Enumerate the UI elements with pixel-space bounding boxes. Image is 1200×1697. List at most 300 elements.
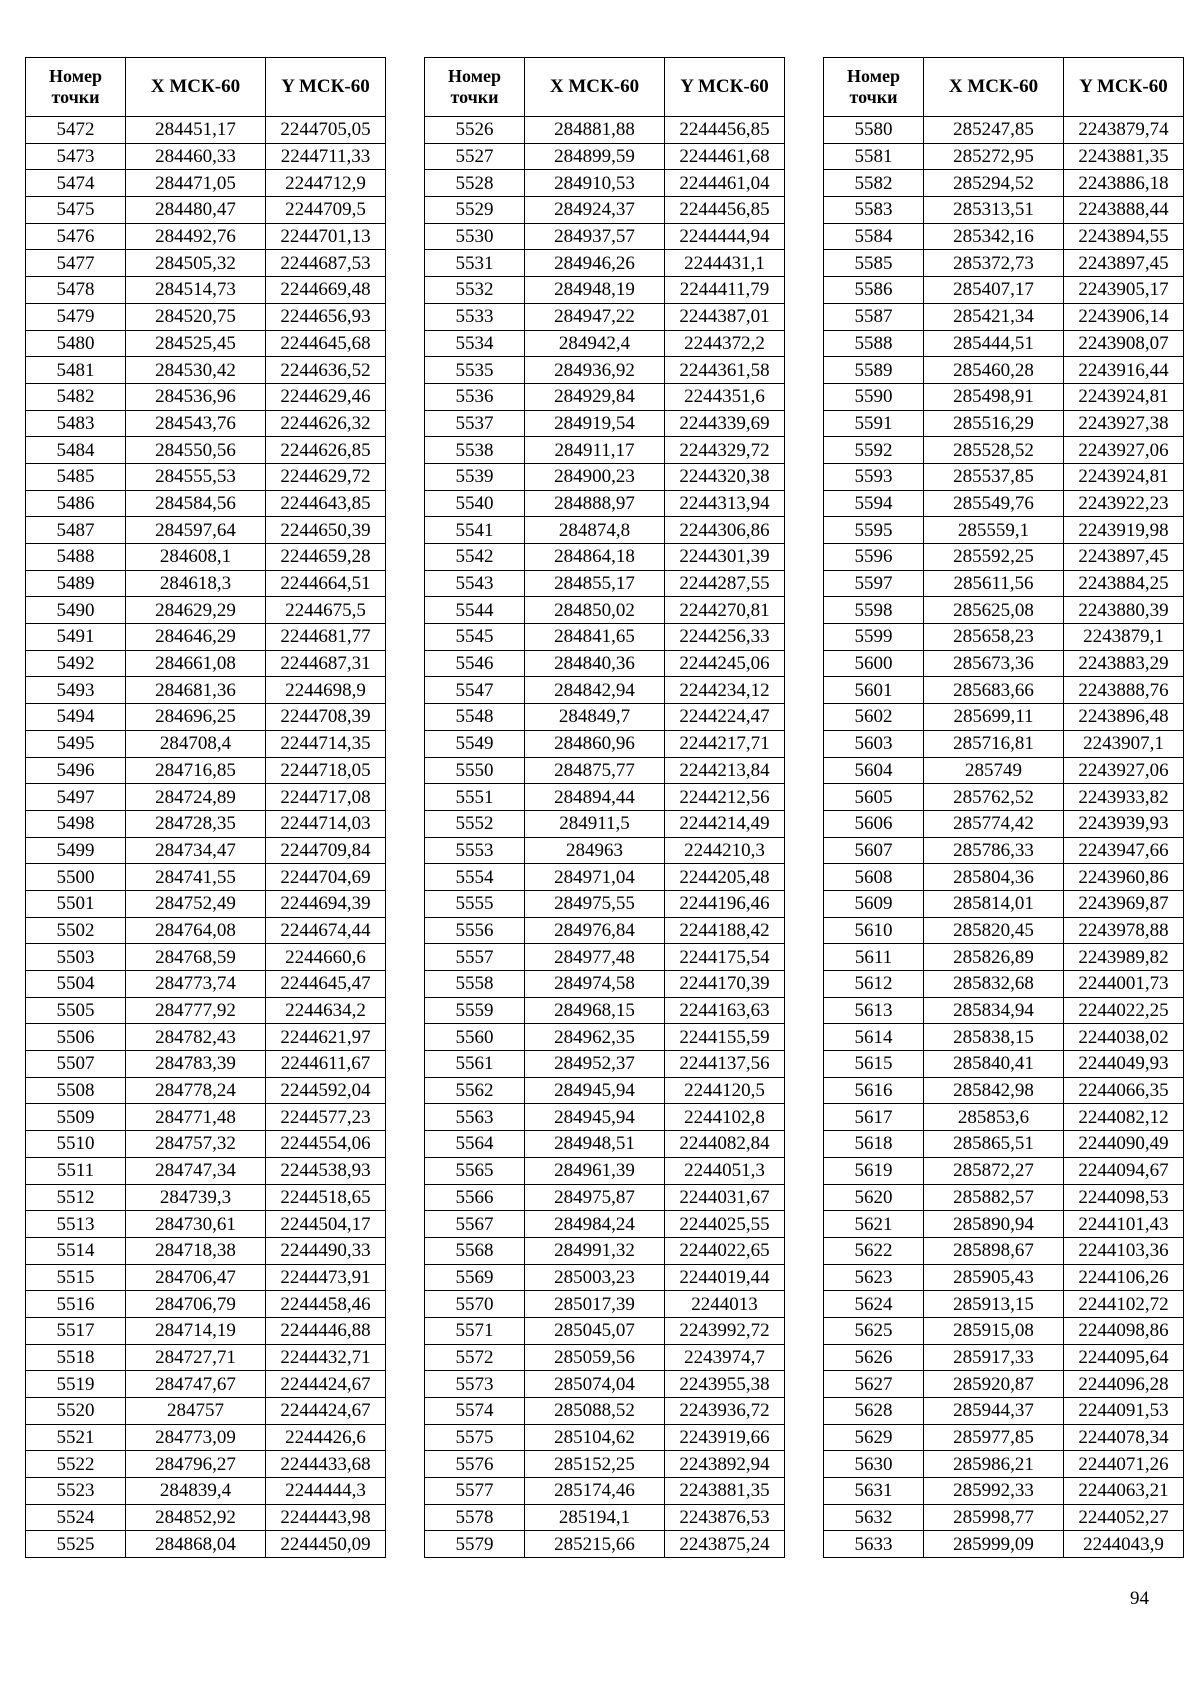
table-row — [824, 864, 1184, 891]
table-row — [824, 197, 1184, 224]
point-number-cell: 5552 — [425, 810, 525, 837]
point-number-cell: 5534 — [425, 330, 525, 357]
y-coordinate-cell: 2244090,49 — [1064, 1131, 1184, 1158]
x-coordinate-cell: 284899,59 — [525, 143, 665, 170]
table-row — [26, 1211, 386, 1238]
y-coordinate-cell: 2243919,66 — [665, 1424, 785, 1451]
x-coordinate-cell: 285498,91 — [924, 383, 1064, 410]
y-coordinate-cell: 2243884,25 — [1064, 570, 1184, 597]
x-coordinate-cell: 284860,96 — [525, 730, 665, 757]
point-number-cell: 5594 — [824, 490, 924, 517]
table-row — [824, 170, 1184, 197]
point-number-cell: 5487 — [26, 517, 126, 544]
table-row — [824, 1051, 1184, 1078]
y-coordinate-cell: 2244025,55 — [665, 1211, 785, 1238]
y-coordinate-cell: 2244701,13 — [266, 223, 386, 250]
y-coordinate-cell: 2244458,46 — [266, 1291, 386, 1318]
y-coordinate-cell: 2244313,94 — [665, 490, 785, 517]
y-coordinate-cell: 2244621,97 — [266, 1024, 386, 1051]
x-coordinate-cell: 284764,08 — [126, 917, 266, 944]
point-number-cell: 5593 — [824, 463, 924, 490]
table-row — [425, 250, 785, 277]
point-number-cell: 5618 — [824, 1131, 924, 1158]
x-coordinate-cell: 284875,77 — [525, 757, 665, 784]
table-row — [824, 677, 1184, 704]
point-number-cell: 5596 — [824, 544, 924, 571]
point-number-cell: 5538 — [425, 437, 525, 464]
table-row — [425, 463, 785, 490]
table-row — [425, 917, 785, 944]
x-coordinate-cell: 285898,67 — [924, 1237, 1064, 1264]
point-number-cell: 5523 — [26, 1478, 126, 1505]
y-coordinate-cell: 2244031,67 — [665, 1184, 785, 1211]
table-row — [824, 1211, 1184, 1238]
point-number-cell: 5570 — [425, 1291, 525, 1318]
y-coordinate-cell: 2244170,39 — [665, 971, 785, 998]
x-coordinate-cell: 284708,4 — [126, 730, 266, 757]
point-number-cell: 5600 — [824, 650, 924, 677]
y-coordinate-cell: 2244714,03 — [266, 810, 386, 837]
y-coordinate-cell: 2243908,07 — [1064, 330, 1184, 357]
point-number-cell: 5537 — [425, 410, 525, 437]
y-coordinate-cell: 2244629,46 — [266, 383, 386, 410]
y-coordinate-cell: 2243892,94 — [665, 1451, 785, 1478]
table-row — [824, 917, 1184, 944]
table-row — [26, 1291, 386, 1318]
table-row — [26, 1531, 386, 1558]
point-number-cell: 5540 — [425, 490, 525, 517]
y-coordinate-cell: 2244592,04 — [266, 1077, 386, 1104]
y-coordinate-cell: 2243927,06 — [1064, 757, 1184, 784]
point-number-cell: 5632 — [824, 1504, 924, 1531]
point-number-cell: 5480 — [26, 330, 126, 357]
y-coordinate-cell: 2243881,35 — [1064, 143, 1184, 170]
x-coordinate-cell: 285762,52 — [924, 784, 1064, 811]
y-coordinate-cell: 2244611,67 — [266, 1051, 386, 1078]
y-coordinate-cell: 2243933,82 — [1064, 784, 1184, 811]
point-number-cell: 5498 — [26, 810, 126, 837]
table-row — [26, 570, 386, 597]
x-coordinate-cell: 284948,51 — [525, 1131, 665, 1158]
point-number-cell: 5524 — [26, 1504, 126, 1531]
table-row — [425, 1077, 785, 1104]
x-coordinate-cell: 285017,39 — [525, 1291, 665, 1318]
point-number-cell: 5520 — [26, 1398, 126, 1425]
x-coordinate-cell: 285915,08 — [924, 1317, 1064, 1344]
table-row — [425, 730, 785, 757]
table-row — [824, 944, 1184, 971]
table-row — [26, 170, 386, 197]
x-coordinate-cell: 285215,66 — [525, 1531, 665, 1558]
x-coordinate-cell: 284716,85 — [126, 757, 266, 784]
table-row — [425, 597, 785, 624]
point-number-cell: 5624 — [824, 1291, 924, 1318]
point-number-cell: 5530 — [425, 223, 525, 250]
y-coordinate-cell: 2243955,38 — [665, 1371, 785, 1398]
point-number-cell: 5606 — [824, 810, 924, 837]
x-coordinate-cell: 284984,24 — [525, 1211, 665, 1238]
y-coordinate-cell: 2243927,38 — [1064, 410, 1184, 437]
y-coordinate-cell: 2244301,39 — [665, 544, 785, 571]
x-coordinate-cell: 285625,08 — [924, 597, 1064, 624]
y-coordinate-cell: 2244432,71 — [266, 1344, 386, 1371]
y-coordinate-cell: 2244504,17 — [266, 1211, 386, 1238]
table-row — [824, 1344, 1184, 1371]
y-coordinate-cell: 2244717,08 — [266, 784, 386, 811]
point-number-cell: 5493 — [26, 677, 126, 704]
x-coordinate-cell: 284911,17 — [525, 437, 665, 464]
point-number-cell: 5557 — [425, 944, 525, 971]
point-number-cell: 5512 — [26, 1184, 126, 1211]
x-coordinate-cell: 285003,23 — [525, 1264, 665, 1291]
y-coordinate-cell: 2244270,81 — [665, 597, 785, 624]
table-row — [824, 410, 1184, 437]
x-coordinate-cell: 285834,94 — [924, 997, 1064, 1024]
point-number-cell: 5561 — [425, 1051, 525, 1078]
x-coordinate-cell: 284840,36 — [525, 650, 665, 677]
y-coordinate-cell: 2244538,93 — [266, 1157, 386, 1184]
y-coordinate-cell: 2244424,67 — [266, 1371, 386, 1398]
table-row — [824, 544, 1184, 571]
table-row — [26, 330, 386, 357]
y-coordinate-cell: 2244444,94 — [665, 223, 785, 250]
x-coordinate-cell: 285559,1 — [924, 517, 1064, 544]
table-row — [425, 624, 785, 651]
y-coordinate-cell: 2243879,1 — [1064, 624, 1184, 651]
y-coordinate-cell: 2243989,82 — [1064, 944, 1184, 971]
x-coordinate-cell: 284706,47 — [126, 1264, 266, 1291]
x-coordinate-cell: 285882,57 — [924, 1184, 1064, 1211]
y-coordinate-cell: 2244698,9 — [266, 677, 386, 704]
y-coordinate-cell: 2244188,42 — [665, 917, 785, 944]
y-coordinate-cell: 2244712,9 — [266, 170, 386, 197]
point-number-cell: 5544 — [425, 597, 525, 624]
point-number-cell: 5482 — [26, 383, 126, 410]
y-coordinate-cell: 2244052,27 — [1064, 1504, 1184, 1531]
y-coordinate-cell: 2244694,39 — [266, 890, 386, 917]
x-coordinate-cell: 285840,41 — [924, 1051, 1064, 1078]
y-coordinate-cell: 2244577,23 — [266, 1104, 386, 1131]
point-number-cell: 5590 — [824, 383, 924, 410]
y-coordinate-cell: 2244705,05 — [266, 117, 386, 144]
x-coordinate-cell: 284629,29 — [126, 597, 266, 624]
point-number-cell: 5630 — [824, 1451, 924, 1478]
table-row — [425, 1344, 785, 1371]
y-coordinate-cell: 2244626,32 — [266, 410, 386, 437]
point-number-cell: 5565 — [425, 1157, 525, 1184]
y-coordinate-cell: 2243907,1 — [1064, 730, 1184, 757]
x-coordinate-cell: 284530,42 — [126, 357, 266, 384]
point-number-cell: 5587 — [824, 303, 924, 330]
point-number-cell: 5495 — [26, 730, 126, 757]
y-coordinate-cell: 2244456,85 — [665, 117, 785, 144]
point-number-cell: 5521 — [26, 1424, 126, 1451]
x-coordinate-cell: 285716,81 — [924, 730, 1064, 757]
y-coordinate-cell: 2244664,51 — [266, 570, 386, 597]
x-coordinate-cell: 284460,33 — [126, 143, 266, 170]
point-number-cell: 5582 — [824, 170, 924, 197]
x-coordinate-cell: 285152,25 — [525, 1451, 665, 1478]
y-coordinate-cell: 2244038,02 — [1064, 1024, 1184, 1051]
point-number-cell: 5627 — [824, 1371, 924, 1398]
table-row — [425, 1504, 785, 1531]
table-row — [425, 1371, 785, 1398]
x-coordinate-cell: 284646,29 — [126, 624, 266, 651]
y-coordinate-cell: 2244049,93 — [1064, 1051, 1184, 1078]
x-coordinate-cell: 284739,3 — [126, 1184, 266, 1211]
table-row — [824, 1077, 1184, 1104]
y-coordinate-cell: 2244137,56 — [665, 1051, 785, 1078]
x-coordinate-cell: 284734,47 — [126, 837, 266, 864]
point-number-cell: 5592 — [824, 437, 924, 464]
y-coordinate-cell: 2244424,67 — [266, 1398, 386, 1425]
y-coordinate-cell: 2244101,43 — [1064, 1211, 1184, 1238]
x-coordinate-cell: 284929,84 — [525, 383, 665, 410]
table-row — [26, 410, 386, 437]
table-row — [425, 1024, 785, 1051]
table-row — [425, 677, 785, 704]
table-row — [26, 223, 386, 250]
point-number-cell: 5528 — [425, 170, 525, 197]
y-coordinate-cell: 2244669,48 — [266, 277, 386, 304]
y-coordinate-cell: 2244096,28 — [1064, 1371, 1184, 1398]
x-coordinate-cell: 285905,43 — [924, 1264, 1064, 1291]
x-coordinate-cell: 284976,84 — [525, 917, 665, 944]
table-row — [425, 1451, 785, 1478]
y-coordinate-cell: 2244645,47 — [266, 971, 386, 998]
table-row — [425, 837, 785, 864]
point-number-cell: 5573 — [425, 1371, 525, 1398]
table-row — [425, 1398, 785, 1425]
y-coordinate-cell: 2244091,53 — [1064, 1398, 1184, 1425]
y-coordinate-cell: 2244001,73 — [1064, 971, 1184, 998]
table-row — [824, 490, 1184, 517]
x-coordinate-cell: 284924,37 — [525, 197, 665, 224]
coordinates-table-1 — [25, 57, 386, 1558]
x-coordinate-cell: 285528,52 — [924, 437, 1064, 464]
y-coordinate-cell: 2244704,69 — [266, 864, 386, 891]
y-coordinate-cell: 2244287,55 — [665, 570, 785, 597]
x-coordinate-cell: 285774,42 — [924, 810, 1064, 837]
y-coordinate-cell: 2243875,24 — [665, 1531, 785, 1558]
table-row — [26, 490, 386, 517]
point-number-cell: 5586 — [824, 277, 924, 304]
x-coordinate-cell: 285059,56 — [525, 1344, 665, 1371]
header-point-number: Номер точки — [425, 58, 525, 117]
table-row — [824, 1237, 1184, 1264]
x-coordinate-cell: 284975,87 — [525, 1184, 665, 1211]
table-row — [824, 277, 1184, 304]
y-coordinate-cell: 2244456,85 — [665, 197, 785, 224]
x-coordinate-cell: 284757 — [126, 1398, 266, 1425]
point-number-cell: 5511 — [26, 1157, 126, 1184]
y-coordinate-cell: 2244224,47 — [665, 704, 785, 731]
x-coordinate-cell: 285407,17 — [924, 277, 1064, 304]
y-coordinate-cell: 2244175,54 — [665, 944, 785, 971]
point-number-cell: 5608 — [824, 864, 924, 891]
point-number-cell: 5598 — [824, 597, 924, 624]
table-row — [824, 437, 1184, 464]
x-coordinate-cell: 285944,37 — [924, 1398, 1064, 1425]
x-coordinate-cell: 284757,32 — [126, 1131, 266, 1158]
x-coordinate-cell: 285749 — [924, 757, 1064, 784]
point-number-cell: 5550 — [425, 757, 525, 784]
x-coordinate-cell: 284480,47 — [126, 197, 266, 224]
x-coordinate-cell: 285853,6 — [924, 1104, 1064, 1131]
point-number-cell: 5535 — [425, 357, 525, 384]
y-coordinate-cell: 2244082,12 — [1064, 1104, 1184, 1131]
point-number-cell: 5620 — [824, 1184, 924, 1211]
table-row — [26, 544, 386, 571]
y-coordinate-cell: 2244674,44 — [266, 917, 386, 944]
y-coordinate-cell: 2244518,65 — [266, 1184, 386, 1211]
x-coordinate-cell: 285611,56 — [924, 570, 1064, 597]
table-row — [26, 1317, 386, 1344]
x-coordinate-cell: 285977,85 — [924, 1424, 1064, 1451]
x-coordinate-cell: 284618,3 — [126, 570, 266, 597]
y-coordinate-cell: 2244205,48 — [665, 864, 785, 891]
y-coordinate-cell: 2243876,53 — [665, 1504, 785, 1531]
table-row — [425, 437, 785, 464]
table-row — [425, 1184, 785, 1211]
x-coordinate-cell: 284945,94 — [525, 1077, 665, 1104]
point-number-cell: 5553 — [425, 837, 525, 864]
header-x-coordinate: X МСК-60 — [525, 58, 665, 117]
table-row — [26, 277, 386, 304]
y-coordinate-cell: 2244450,09 — [266, 1531, 386, 1558]
table-row — [26, 1184, 386, 1211]
point-number-cell: 5585 — [824, 250, 924, 277]
y-coordinate-cell: 2244433,68 — [266, 1451, 386, 1478]
table-row — [425, 784, 785, 811]
point-number-cell: 5514 — [26, 1237, 126, 1264]
x-coordinate-cell: 284696,25 — [126, 704, 266, 731]
x-coordinate-cell: 285074,04 — [525, 1371, 665, 1398]
x-coordinate-cell: 284514,73 — [126, 277, 266, 304]
x-coordinate-cell: 284868,04 — [126, 1531, 266, 1558]
coordinates-table-2 — [424, 57, 785, 1558]
y-coordinate-cell: 2243905,17 — [1064, 277, 1184, 304]
y-coordinate-cell: 2243879,74 — [1064, 117, 1184, 144]
point-number-cell: 5555 — [425, 890, 525, 917]
table-row — [26, 917, 386, 944]
x-coordinate-cell: 284937,57 — [525, 223, 665, 250]
x-coordinate-cell: 285998,77 — [924, 1504, 1064, 1531]
y-coordinate-cell: 2243969,87 — [1064, 890, 1184, 917]
x-coordinate-cell: 284971,04 — [525, 864, 665, 891]
point-number-cell: 5568 — [425, 1237, 525, 1264]
table-row — [824, 1424, 1184, 1451]
table-row — [425, 757, 785, 784]
x-coordinate-cell: 284520,75 — [126, 303, 266, 330]
table-row — [425, 1478, 785, 1505]
x-coordinate-cell: 285247,85 — [924, 117, 1064, 144]
y-coordinate-cell: 2244022,65 — [665, 1237, 785, 1264]
x-coordinate-cell: 284550,56 — [126, 437, 266, 464]
point-number-cell: 5489 — [26, 570, 126, 597]
point-number-cell: 5529 — [425, 197, 525, 224]
point-number-cell: 5579 — [425, 1531, 525, 1558]
table-row — [824, 250, 1184, 277]
y-coordinate-cell: 2243936,72 — [665, 1398, 785, 1425]
y-coordinate-cell: 2243886,18 — [1064, 170, 1184, 197]
y-coordinate-cell: 2243883,29 — [1064, 650, 1184, 677]
x-coordinate-cell: 284839,4 — [126, 1478, 266, 1505]
y-coordinate-cell: 2244094,67 — [1064, 1157, 1184, 1184]
x-coordinate-cell: 284768,59 — [126, 944, 266, 971]
point-number-cell: 5486 — [26, 490, 126, 517]
x-coordinate-cell: 285342,16 — [924, 223, 1064, 250]
x-coordinate-cell: 284864,18 — [525, 544, 665, 571]
point-number-cell: 5569 — [425, 1264, 525, 1291]
point-number-cell: 5547 — [425, 677, 525, 704]
x-coordinate-cell: 284747,34 — [126, 1157, 266, 1184]
y-coordinate-cell: 2244043,9 — [1064, 1531, 1184, 1558]
y-coordinate-cell: 2244443,98 — [266, 1504, 386, 1531]
table-row — [26, 1371, 386, 1398]
table-row — [425, 997, 785, 1024]
x-coordinate-cell: 285549,76 — [924, 490, 1064, 517]
table-row — [824, 704, 1184, 731]
point-number-cell: 5508 — [26, 1077, 126, 1104]
point-number-cell: 5625 — [824, 1317, 924, 1344]
y-coordinate-cell: 2244636,52 — [266, 357, 386, 384]
table-row — [824, 383, 1184, 410]
table-header-row — [824, 58, 1184, 117]
table-row — [26, 1237, 386, 1264]
table-row — [824, 1184, 1184, 1211]
table-row — [824, 303, 1184, 330]
table-row — [824, 784, 1184, 811]
header-y-coordinate: Y МСК-60 — [1064, 58, 1184, 117]
table-row — [824, 117, 1184, 144]
table-row — [26, 1131, 386, 1158]
x-coordinate-cell: 284773,09 — [126, 1424, 266, 1451]
table-row — [425, 357, 785, 384]
x-coordinate-cell: 284728,35 — [126, 810, 266, 837]
table-row — [824, 1451, 1184, 1478]
table-row — [26, 463, 386, 490]
y-coordinate-cell: 2244411,79 — [665, 277, 785, 304]
table-row — [26, 1344, 386, 1371]
y-coordinate-cell: 2244082,84 — [665, 1131, 785, 1158]
y-coordinate-cell: 2243960,86 — [1064, 864, 1184, 891]
table-row — [26, 1398, 386, 1425]
y-coordinate-cell: 2244711,33 — [266, 143, 386, 170]
point-number-cell: 5505 — [26, 997, 126, 1024]
y-coordinate-cell: 2243924,81 — [1064, 463, 1184, 490]
point-number-cell: 5556 — [425, 917, 525, 944]
x-coordinate-cell: 285865,51 — [924, 1131, 1064, 1158]
x-coordinate-cell: 285537,85 — [924, 463, 1064, 490]
table-row — [824, 1531, 1184, 1558]
table-row — [824, 810, 1184, 837]
x-coordinate-cell: 284975,55 — [525, 890, 665, 917]
x-coordinate-cell: 284796,27 — [126, 1451, 266, 1478]
table-row — [425, 1317, 785, 1344]
point-number-cell: 5605 — [824, 784, 924, 811]
table-row — [425, 1104, 785, 1131]
table-row — [26, 677, 386, 704]
table-row — [26, 517, 386, 544]
point-number-cell: 5584 — [824, 223, 924, 250]
point-number-cell: 5510 — [26, 1131, 126, 1158]
point-number-cell: 5615 — [824, 1051, 924, 1078]
y-coordinate-cell: 2244709,5 — [266, 197, 386, 224]
x-coordinate-cell: 284900,23 — [525, 463, 665, 490]
point-number-cell: 5477 — [26, 250, 126, 277]
header-point-number: Номер точки — [26, 58, 126, 117]
